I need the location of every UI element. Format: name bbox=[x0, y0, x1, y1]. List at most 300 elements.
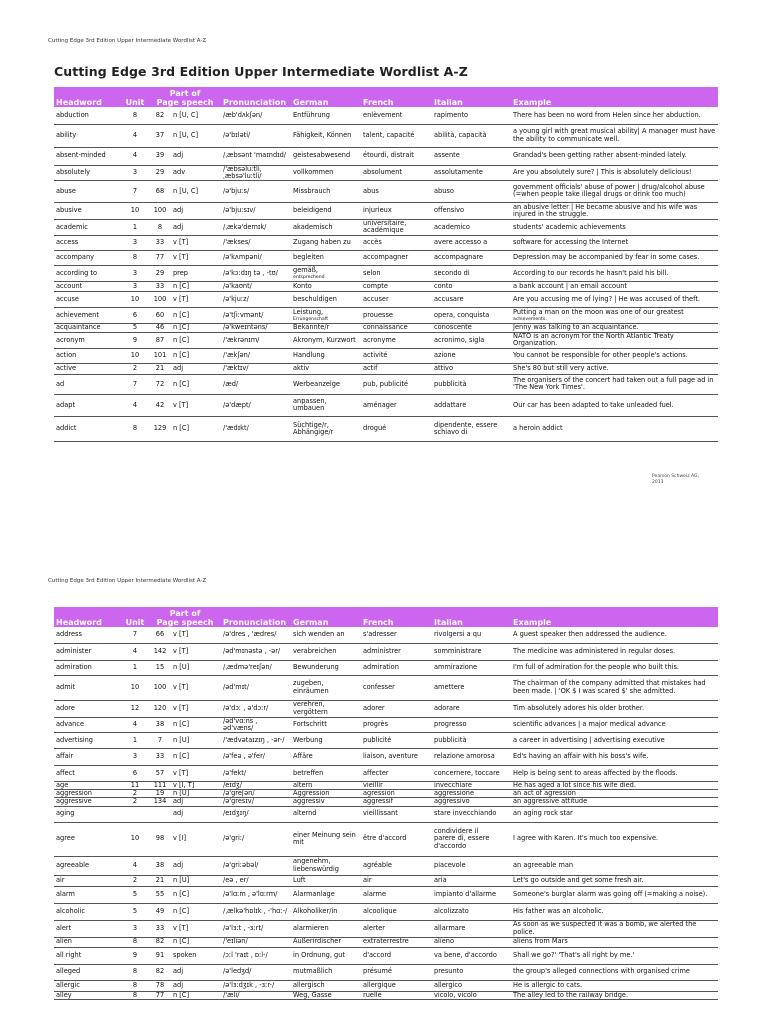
cell-pronunciation: /eɪdʒ/ bbox=[221, 781, 291, 789]
cell-example: an agreeable man bbox=[503, 856, 718, 875]
header-part-of: Part of bbox=[169, 89, 201, 98]
cell-pronunciation: /ə'kaʊnt/ bbox=[221, 281, 291, 291]
cell-german: alternd bbox=[291, 806, 361, 822]
cell-part-of-speech: adv bbox=[171, 165, 221, 180]
cell-page: 57 bbox=[149, 765, 171, 781]
cell-italian: accusare bbox=[432, 291, 503, 307]
cell-pronunciation: /ˌækə'demɪk/ bbox=[221, 219, 291, 235]
cell-page: 29 bbox=[149, 165, 171, 180]
cell-pronunciation: /ə'dæpt/ bbox=[221, 394, 291, 416]
table-row bbox=[54, 291, 718, 307]
column-header-headword: Headword bbox=[54, 87, 121, 107]
cell-example: Shall we go?' 'That's all right by me.' bbox=[503, 947, 718, 964]
cell-example: Ed's having an affair with his boss's wife. bbox=[503, 748, 718, 765]
cell-part-of-speech: prep bbox=[171, 265, 221, 281]
table-row bbox=[54, 748, 718, 765]
cell-french: acronyme bbox=[361, 332, 432, 348]
cell-part-of-speech: n [C] bbox=[171, 886, 221, 903]
cell-pronunciation: /ə'feə , ə'fer/ bbox=[221, 748, 291, 765]
cell-unit: 8 bbox=[121, 980, 149, 991]
cell-italian: rapimento bbox=[432, 107, 503, 124]
cell-example: Jenny was talking to an acquaintance. bbox=[503, 323, 718, 332]
cell-example: a heroin addict bbox=[503, 416, 718, 441]
column-header-example: Example bbox=[503, 607, 718, 627]
cell-unit: 7 bbox=[121, 374, 149, 394]
column-header-page-part-of-speech bbox=[149, 607, 221, 627]
cell-example: According to our records he hasn't paid his bill. bbox=[503, 265, 718, 281]
cell-unit: 3 bbox=[121, 281, 149, 291]
cell-german: beschuldigen bbox=[291, 291, 361, 307]
cell-headword: age bbox=[54, 781, 121, 789]
cell-unit: 4 bbox=[121, 394, 149, 416]
cell-page: 72 bbox=[149, 374, 171, 394]
cell-pronunciation: /'æli/ bbox=[221, 991, 291, 999]
cell-part-of-speech: v [T] bbox=[171, 250, 221, 265]
cell-part-of-speech: n [C] bbox=[171, 323, 221, 332]
cell-german: Zugang haben zu bbox=[291, 235, 361, 250]
cell-french: air bbox=[361, 875, 432, 886]
cell-italian: aria bbox=[432, 875, 503, 886]
cell-german: Weg, Gasse bbox=[291, 991, 361, 999]
header-page-speech: Page speech bbox=[156, 97, 214, 107]
table-row bbox=[54, 700, 718, 717]
cell-headword: abusive bbox=[54, 202, 121, 219]
cell-italian: abilità, capacità bbox=[432, 124, 503, 147]
cell-pronunciation: /'ækʃən/ bbox=[221, 348, 291, 363]
table-row bbox=[54, 281, 718, 291]
cell-part-of-speech: adj bbox=[171, 363, 221, 374]
cell-example: The alley led to the railway bridge. bbox=[503, 991, 718, 999]
cell-part-of-speech: adj bbox=[171, 806, 221, 822]
cell-example: As soon as we suspected it was a bomb, we alerted the police. bbox=[503, 920, 718, 937]
cell-unit: 1 bbox=[121, 660, 149, 675]
cell-french: abus bbox=[361, 180, 432, 202]
cell-part-of-speech: n [C] bbox=[171, 348, 221, 363]
cell-pronunciation: /ə'lɜːdʒɪk , -ɜːr-/ bbox=[221, 980, 291, 991]
table-row bbox=[54, 781, 718, 789]
cell-page: 77 bbox=[149, 991, 171, 999]
cell-german: Fähigkeit, Können bbox=[291, 124, 361, 147]
cell-page: 82 bbox=[149, 937, 171, 947]
cell-unit: 9 bbox=[121, 947, 149, 964]
table-row bbox=[54, 394, 718, 416]
wordlist-table-page-2 bbox=[54, 607, 718, 1000]
cell-italian: aggressione bbox=[432, 790, 503, 798]
cell-page: 111 bbox=[149, 781, 171, 789]
table-row bbox=[54, 363, 718, 374]
cell-part-of-speech: v [T] bbox=[171, 920, 221, 937]
cell-text: Leistung, bbox=[293, 308, 324, 317]
cell-italian: alcolizzato bbox=[432, 903, 503, 920]
cell-example: He is allergic to cats. bbox=[503, 980, 718, 991]
cell-example: Tim absolutely adores his older brother. bbox=[503, 700, 718, 717]
cell-german: Werbeanzeige bbox=[291, 374, 361, 394]
cell-headword: address bbox=[54, 627, 121, 643]
cell-italian: aggressivo bbox=[432, 798, 503, 806]
cell-part-of-speech: adj bbox=[171, 980, 221, 991]
cell-part-of-speech: n [U] bbox=[171, 875, 221, 886]
cell-italian: abuso bbox=[432, 180, 503, 202]
column-header-french: French bbox=[361, 87, 432, 107]
cell-page: 82 bbox=[149, 107, 171, 124]
cell-french: accès bbox=[361, 235, 432, 250]
cell-example: aliens from Mars bbox=[503, 937, 718, 947]
table-row bbox=[54, 332, 718, 348]
cell-page: 21 bbox=[149, 363, 171, 374]
cell-unit: 8 bbox=[121, 250, 149, 265]
cell-headword: acquaintance bbox=[54, 323, 121, 332]
cell-french: activité bbox=[361, 348, 432, 363]
cell-german: Süchtige/r, Abhängige/r bbox=[291, 416, 361, 441]
footer-year: 2013 bbox=[652, 480, 664, 485]
table-row bbox=[54, 627, 718, 643]
cell-example: a bank account | an email account bbox=[503, 281, 718, 291]
table-row bbox=[54, 920, 718, 937]
cell-unit: 10 bbox=[121, 348, 149, 363]
cell-pronunciation: /ə'lɜːt , -ɜːrt/ bbox=[221, 920, 291, 937]
cell-part-of-speech: v [T] bbox=[171, 765, 221, 781]
cell-unit: 10 bbox=[121, 822, 149, 856]
cell-italian: allergico bbox=[432, 980, 503, 991]
cell-italian: pubblicità bbox=[432, 732, 503, 748]
cell-pronunciation: /ə'griːəbəl/ bbox=[221, 856, 291, 875]
cell-headword: according to bbox=[54, 265, 121, 281]
cell-page: 78 bbox=[149, 980, 171, 991]
cell-part-of-speech: adj bbox=[171, 147, 221, 165]
cell-page: 87 bbox=[149, 332, 171, 348]
cell-german: verehren, vergöttern bbox=[291, 700, 361, 717]
cell-italian: attivo bbox=[432, 363, 503, 374]
cell-italian: opera, conquista bbox=[432, 307, 503, 323]
cell-italian: progresso bbox=[432, 717, 503, 732]
cell-pronunciation: /əd'mɪt/ bbox=[221, 675, 291, 700]
cell-unit: 9 bbox=[121, 332, 149, 348]
column-header-headword: Headword bbox=[54, 607, 121, 627]
cell-unit: 11 bbox=[121, 781, 149, 789]
cell-example: The medicine was administered in regular doses. bbox=[503, 643, 718, 660]
cell-pronunciation: /ə'bɪləti/ bbox=[221, 124, 291, 147]
cell-german: aktiv bbox=[291, 363, 361, 374]
cell-italian: ammirazione bbox=[432, 660, 503, 675]
table-row bbox=[54, 107, 718, 124]
cell-german: zugeben, einräumen bbox=[291, 675, 361, 700]
cell-example: The organisers of the concert had taken out a full page ad in 'The New York Times'. bbox=[503, 374, 718, 394]
table-row bbox=[54, 323, 718, 332]
cell-italian: presunto bbox=[432, 964, 503, 980]
cell-italian: dipendente, essere schiavo di bbox=[432, 416, 503, 441]
cell-german: angenehm, liebenswürdig bbox=[291, 856, 361, 875]
cell-part-of-speech: v [T] bbox=[171, 394, 221, 416]
cell-unit: 8 bbox=[121, 107, 149, 124]
cell-unit: 3 bbox=[121, 165, 149, 180]
cell-unit: 5 bbox=[121, 903, 149, 920]
cell-pronunciation: /ə'tʃiːvmənt/ bbox=[221, 307, 291, 323]
cell-page: 33 bbox=[149, 748, 171, 765]
cell-part-of-speech: n [C] bbox=[171, 416, 221, 441]
cell-headword: admit bbox=[54, 675, 121, 700]
cell-note: entsprechend bbox=[293, 274, 325, 280]
cell-unit: 5 bbox=[121, 323, 149, 332]
column-header-unit: Unit bbox=[121, 607, 149, 627]
cell-unit: 5 bbox=[121, 886, 149, 903]
table-row bbox=[54, 374, 718, 394]
cell-unit: 6 bbox=[121, 307, 149, 323]
cell-page: 49 bbox=[149, 903, 171, 920]
cell-unit: 2 bbox=[121, 875, 149, 886]
column-header-unit: Unit bbox=[121, 87, 149, 107]
cell-italian: addattare bbox=[432, 394, 503, 416]
cell-example: His father was an alcoholic. bbox=[503, 903, 718, 920]
cell-french: drogué bbox=[361, 416, 432, 441]
table-row bbox=[54, 806, 718, 822]
cell-french: allergique bbox=[361, 980, 432, 991]
cell-german: Aggression bbox=[291, 790, 361, 798]
cell-unit: 2 bbox=[121, 790, 149, 798]
cell-headword: addict bbox=[54, 416, 121, 441]
cell-part-of-speech: v [T] bbox=[171, 627, 221, 643]
cell-headword: air bbox=[54, 875, 121, 886]
cell-unit: 10 bbox=[121, 291, 149, 307]
cell-page: 55 bbox=[149, 886, 171, 903]
cell-italian: condividere il parere di, essere d'accordo bbox=[432, 822, 503, 856]
table-row bbox=[54, 856, 718, 875]
cell-italian: assente bbox=[432, 147, 503, 165]
cell-page: 8 bbox=[149, 219, 171, 235]
cell-unit: 3 bbox=[121, 265, 149, 281]
cell-part-of-speech: n [C] bbox=[171, 991, 221, 999]
cell-headword: accuse bbox=[54, 291, 121, 307]
cell-headword: action bbox=[54, 348, 121, 363]
cell-german bbox=[291, 307, 361, 323]
cell-unit: 4 bbox=[121, 147, 149, 165]
cell-french: absolument bbox=[361, 165, 432, 180]
cell-example: He has aged a lot since his wife died. bbox=[503, 781, 718, 789]
cell-pronunciation: /ə'bjuːs/ bbox=[221, 180, 291, 202]
cell-german: in Ordnung, gut bbox=[291, 947, 361, 964]
cell-german: aggressiv bbox=[291, 798, 361, 806]
cell-example: the group's alleged connections with organised crime bbox=[503, 964, 718, 980]
column-header-page-part-of-speech bbox=[149, 87, 221, 107]
cell-headword: aggression bbox=[54, 790, 121, 798]
cell-german: verabreichen bbox=[291, 643, 361, 660]
cell-italian: piacevole bbox=[432, 856, 503, 875]
cell-text: gemäß, bbox=[293, 266, 318, 275]
cell-french: s'adresser bbox=[361, 627, 432, 643]
cell-italian: relazione amorosa bbox=[432, 748, 503, 765]
cell-unit: 7 bbox=[121, 627, 149, 643]
cell-example: an aggressive attitude bbox=[503, 798, 718, 806]
cell-unit: 8 bbox=[121, 991, 149, 999]
cell-pronunciation: /'ækses/ bbox=[221, 235, 291, 250]
cell-pronunciation: /ə'dres , 'ædres/ bbox=[221, 627, 291, 643]
cell-pronunciation: /'eɪliən/ bbox=[221, 937, 291, 947]
cell-example: She's 80 but still very active. bbox=[503, 363, 718, 374]
table-row bbox=[54, 660, 718, 675]
cell-unit: 1 bbox=[121, 219, 149, 235]
cell-italian: concernere, toccare bbox=[432, 765, 503, 781]
cell-italian: va bene, d'accordo bbox=[432, 947, 503, 964]
cell-page: 33 bbox=[149, 235, 171, 250]
table-row bbox=[54, 886, 718, 903]
cell-pronunciation: /ə'kɔːdɪŋ tə , -tʊ/ bbox=[221, 265, 291, 281]
cell-german: betreffen bbox=[291, 765, 361, 781]
table-row bbox=[54, 798, 718, 806]
cell-french: admiration bbox=[361, 660, 432, 675]
cell-part-of-speech: n [C] bbox=[171, 937, 221, 947]
cell-italian: alieno bbox=[432, 937, 503, 947]
cell-french: adorer bbox=[361, 700, 432, 717]
cell-french: alerter bbox=[361, 920, 432, 937]
cell-page: 38 bbox=[149, 856, 171, 875]
table-row bbox=[54, 165, 718, 180]
cell-part-of-speech: n [C] bbox=[171, 717, 221, 732]
table-row bbox=[54, 147, 718, 165]
cell-part-of-speech: adj bbox=[171, 202, 221, 219]
cell-headword: ad bbox=[54, 374, 121, 394]
table-row bbox=[54, 180, 718, 202]
cell-example: software for accessing the Internet bbox=[503, 235, 718, 250]
cell-pronunciation: /ə'gresɪv/ bbox=[221, 798, 291, 806]
cell-headword: adapt bbox=[54, 394, 121, 416]
cell-french: confesser bbox=[361, 675, 432, 700]
cell-unit: 4 bbox=[121, 124, 149, 147]
cell-unit: 3 bbox=[121, 920, 149, 937]
cell-german: Alarmanlage bbox=[291, 886, 361, 903]
cell-german: Akronym, Kurzwort bbox=[291, 332, 361, 348]
cell-headword: agree bbox=[54, 822, 121, 856]
cell-italian: amettere bbox=[432, 675, 503, 700]
cell-headword: alcoholic bbox=[54, 903, 121, 920]
table-row bbox=[54, 937, 718, 947]
cell-page: 37 bbox=[149, 124, 171, 147]
cell-example: Our car has been adapted to take unleaded fuel. bbox=[503, 394, 718, 416]
cell-part-of-speech: n [C] bbox=[171, 281, 221, 291]
cell-page: 38 bbox=[149, 717, 171, 732]
column-header-pronunciation: Pronunciation bbox=[221, 87, 291, 107]
table-row bbox=[54, 124, 718, 147]
cell-german: Werbung bbox=[291, 732, 361, 748]
cell-page: 33 bbox=[149, 281, 171, 291]
cell-part-of-speech: n [C] bbox=[171, 332, 221, 348]
cell-german: Luft bbox=[291, 875, 361, 886]
cell-page: 142 bbox=[149, 643, 171, 660]
cell-page: 100 bbox=[149, 291, 171, 307]
cell-headword: advertising bbox=[54, 732, 121, 748]
cell-page: 101 bbox=[149, 348, 171, 363]
cell-page: 21 bbox=[149, 875, 171, 886]
cell-page: 100 bbox=[149, 675, 171, 700]
cell-part-of-speech: adj bbox=[171, 856, 221, 875]
wordlist-table-page-1 bbox=[54, 87, 718, 442]
cell-part-of-speech: n [U] bbox=[171, 790, 221, 798]
table-row bbox=[54, 675, 718, 700]
publisher-footer bbox=[652, 474, 699, 486]
cell-part-of-speech: n [C] bbox=[171, 903, 221, 920]
cell-pronunciation: /'ækrənɪm/ bbox=[221, 332, 291, 348]
cell-headword: affair bbox=[54, 748, 121, 765]
column-header-german: German bbox=[291, 607, 361, 627]
cell-pronunciation: /'æbsəluːtli, ˌæbsə'luːtli/ bbox=[221, 165, 291, 180]
cell-example: an act of agression bbox=[503, 790, 718, 798]
cell-french: ruelle bbox=[361, 991, 432, 999]
cell-headword: accompany bbox=[54, 250, 121, 265]
cell-italian: conoscente bbox=[432, 323, 503, 332]
running-header-page-2: Cutting Edge 3rd Edition Upper Intermediate Wordlist A-Z bbox=[48, 578, 207, 584]
table-row bbox=[54, 250, 718, 265]
cell-headword: alarm bbox=[54, 886, 121, 903]
cell-page: 134 bbox=[149, 798, 171, 806]
cell-pronunciation: /'ædvətaɪzɪŋ , -ər-/ bbox=[221, 732, 291, 748]
cell-german: Missbrauch bbox=[291, 180, 361, 202]
cell-part-of-speech: n [C] bbox=[171, 748, 221, 765]
cell-headword: account bbox=[54, 281, 121, 291]
cell-italian: somministrare bbox=[432, 643, 503, 660]
cell-example: A guest speaker then addressed the audience. bbox=[503, 627, 718, 643]
cell-german: begleiten bbox=[291, 250, 361, 265]
cell-page: 60 bbox=[149, 307, 171, 323]
cell-headword: allergic bbox=[54, 980, 121, 991]
cell-headword: abuse bbox=[54, 180, 121, 202]
cell-example: NATO is an acronym for the North Atlantic Treaty Organization. bbox=[503, 332, 718, 348]
cell-pronunciation: /ɔːl 'raɪt , ɒːl-/ bbox=[221, 947, 291, 964]
cell-part-of-speech: n [U, C] bbox=[171, 107, 221, 124]
cell-example: an abusive letter | He became abusive and his wife was injured in the struggle. bbox=[503, 202, 718, 219]
cell-unit bbox=[121, 806, 149, 822]
cell-page: 66 bbox=[149, 627, 171, 643]
cell-italian: pubblicità bbox=[432, 374, 503, 394]
cell-headword: aggressive bbox=[54, 798, 121, 806]
cell-unit: 4 bbox=[121, 717, 149, 732]
cell-part-of-speech: v [T] bbox=[171, 643, 221, 660]
cell-headword: achievement bbox=[54, 307, 121, 323]
column-header-italian: Italian bbox=[432, 607, 503, 627]
cell-german: geistesabwesend bbox=[291, 147, 361, 165]
table-row bbox=[54, 219, 718, 235]
column-header-german: German bbox=[291, 87, 361, 107]
cell-unit: 4 bbox=[121, 856, 149, 875]
cell-pronunciation: /æb'dʌkʃən/ bbox=[221, 107, 291, 124]
cell-example: I agree with Karen. It's much too expensive. bbox=[503, 822, 718, 856]
cell-french: alarme bbox=[361, 886, 432, 903]
cell-page: 98 bbox=[149, 822, 171, 856]
cell-french: prouesse bbox=[361, 307, 432, 323]
cell-example: scientific advances | a major medical advance bbox=[503, 717, 718, 732]
cell-pronunciation: /ˌædmə'reɪʃən/ bbox=[221, 660, 291, 675]
cell-french: étourdi, distrait bbox=[361, 147, 432, 165]
running-header: Cutting Edge 3rd Edition Upper Intermediate Wordlist A-Z bbox=[48, 38, 207, 44]
cell-example: Let's go outside and get some fresh air. bbox=[503, 875, 718, 886]
cell-part-of-speech: n [U, C] bbox=[171, 124, 221, 147]
cell-example bbox=[503, 307, 718, 323]
cell-french: vieillissant bbox=[361, 806, 432, 822]
cell-french: connaissance bbox=[361, 323, 432, 332]
cell-german: vollkommen bbox=[291, 165, 361, 180]
table-row bbox=[54, 643, 718, 660]
cell-headword: acronym bbox=[54, 332, 121, 348]
table-row bbox=[54, 348, 718, 363]
cell-headword: admiration bbox=[54, 660, 121, 675]
cell-french: aménager bbox=[361, 394, 432, 416]
cell-headword: absolutely bbox=[54, 165, 121, 180]
column-header-pronunciation: Pronunciation bbox=[221, 607, 291, 627]
cell-example: Are you absolutely sure? | This is absolutely delicious! bbox=[503, 165, 718, 180]
cell-part-of-speech: adj bbox=[171, 798, 221, 806]
cell-note: Errungenschaft bbox=[293, 316, 329, 322]
cell-headword: absent-minded bbox=[54, 147, 121, 165]
cell-italian: azione bbox=[432, 348, 503, 363]
cell-part-of-speech: v [T] bbox=[171, 291, 221, 307]
cell-example: Help is being sent to areas affected by the floods. bbox=[503, 765, 718, 781]
